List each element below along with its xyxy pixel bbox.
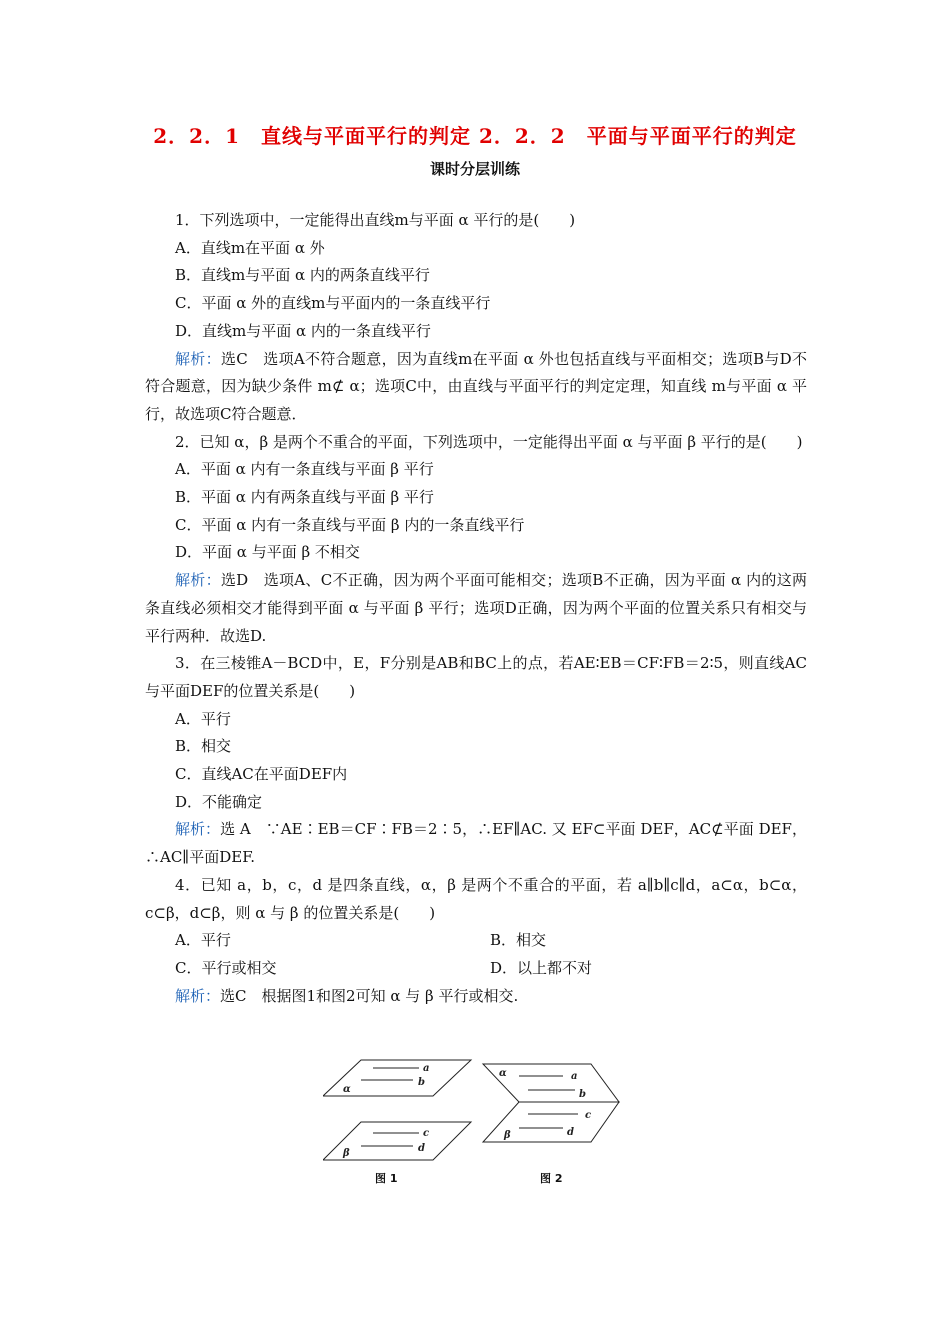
question-2-analysis xyxy=(145,567,807,650)
label-alpha-fig1: α xyxy=(343,1084,351,1095)
question-2-analysis-text: 选D 选项A、C不正确，因为两个平面可能相交；选项B不正确，因为平面 α 内的这两条直线必须相交才能得到平面 α 与平面 β 平行；选项D正确，因为两个平面的位置关系只有相交与平行两种．故选D. xyxy=(145,571,807,645)
question-4-option-d: D．以上都不对 xyxy=(490,958,593,977)
question-3-option-d: D．不能确定 xyxy=(175,792,263,811)
question-2-option-d: D．平面 α 与平面 β 不相交 xyxy=(175,543,360,562)
analysis-label: 解析： xyxy=(175,349,221,368)
question-4-analysis xyxy=(145,983,807,1011)
analysis-label: 解析： xyxy=(175,986,221,1005)
question-3-option-c: C．直线AC在平面DEF内 xyxy=(175,765,348,784)
question-1-analysis xyxy=(145,346,807,429)
label-alpha-fig2: α xyxy=(499,1068,507,1079)
question-4-option-a: A．平行 xyxy=(175,931,231,950)
label-b-fig1: b xyxy=(418,1077,425,1088)
analysis-label: 解析： xyxy=(175,571,221,590)
question-1-option-b: B．直线m与平面 α 内的两条直线平行 xyxy=(175,266,430,285)
label-b-fig2: b xyxy=(579,1089,586,1100)
question-3-option-b: B．相交 xyxy=(175,737,232,756)
question-1-stem: 1．下列选项中，一定能得出直线m与平面 α 平行的是( ) xyxy=(175,211,576,229)
question-2-option-c: C．平面 α 内有一条直线与平面 β 内的一条直线平行 xyxy=(175,515,525,534)
question-3-option-a: A．平行 xyxy=(175,709,231,728)
figure-2-caption: 图 2 xyxy=(540,1172,563,1185)
question-1-option-a: A．直线m在平面 α 外 xyxy=(175,238,325,257)
question-3-analysis xyxy=(145,816,807,871)
question-4-options-row-2 xyxy=(145,955,807,983)
label-c-fig1: c xyxy=(423,1128,430,1139)
question-3-analysis-text: 选 A ∵AE∶EB＝CF∶FB＝2∶5，∴EF∥AC. 又 EF⊂平面 DEF，AC⊄平面 DEF，∴AC∥平面DEF. xyxy=(145,820,807,867)
label-d-fig2: d xyxy=(567,1127,574,1138)
question-4-stem: 4．已知 a，b，c，d 是四条直线，α，β 是两个不重合的平面，若 a∥b∥c∥d，a⊂α，b⊂α，c⊂β，d⊂β，则 α 与 β 的位置关系是( ) xyxy=(145,875,807,922)
question-4-options-row-1 xyxy=(145,927,807,955)
analysis-label: 解析： xyxy=(175,820,221,839)
question-4-option-b: B．相交 xyxy=(490,931,547,950)
question-2-stem: 2．已知 α，β 是两个不重合的平面，下列选项中，一定能得出平面 α 与平面 β 平行的是( ) xyxy=(175,432,803,451)
figure-1 xyxy=(323,1060,471,1160)
page-title: 2．2．1 直线与平面平行的判定 2．2．2 平面与平面平行的判定 xyxy=(153,124,797,148)
label-c-fig2: c xyxy=(585,1110,592,1121)
exercise-body xyxy=(145,207,807,1010)
figure-diagrams xyxy=(323,1052,623,1167)
label-a-fig2: a xyxy=(571,1071,578,1082)
label-a-fig1: a xyxy=(423,1063,430,1074)
label-beta-fig1: β xyxy=(343,1148,350,1159)
question-2-option-a: A．平面 α 内有一条直线与平面 β 平行 xyxy=(175,460,434,479)
question-1-analysis-text: 选C 选项A不符合题意，因为直线m在平面 α 外也包括直线与平面相交；选项B与D不符合题意，因为缺少条件 m⊄ α；选项C中，由直线与平面平行的判定定理，知直线 m与平面 α 平行，故选项C符合题意． xyxy=(145,349,807,423)
question-2-option-b: B．平面 α 内有两条直线与平面 β 平行 xyxy=(175,488,434,507)
page-subtitle: 课时分层训练 xyxy=(429,160,520,178)
question-3-stem: 3．在三棱锥A－BCD中，E，F分别是AB和BC上的点，若AE∶EB＝CF∶FB＝2∶5，则直线AC与平面DEF的位置关系是( ) xyxy=(145,654,807,700)
question-4-option-c: C．平行或相交 xyxy=(175,958,277,977)
label-d-fig1: d xyxy=(418,1143,425,1154)
figure-1-caption: 图 1 xyxy=(375,1172,398,1185)
question-1-option-d: D．直线m与平面 α 内的一条直线平行 xyxy=(175,321,431,340)
question-1-option-c: C．平面 α 外的直线m与平面内的一条直线平行 xyxy=(175,294,491,313)
label-beta-fig2: β xyxy=(504,1130,511,1141)
question-4-analysis-text: 选C 根据图1和图2可知 α 与 β 平行或相交. xyxy=(220,986,519,1005)
figures xyxy=(323,1052,623,1192)
